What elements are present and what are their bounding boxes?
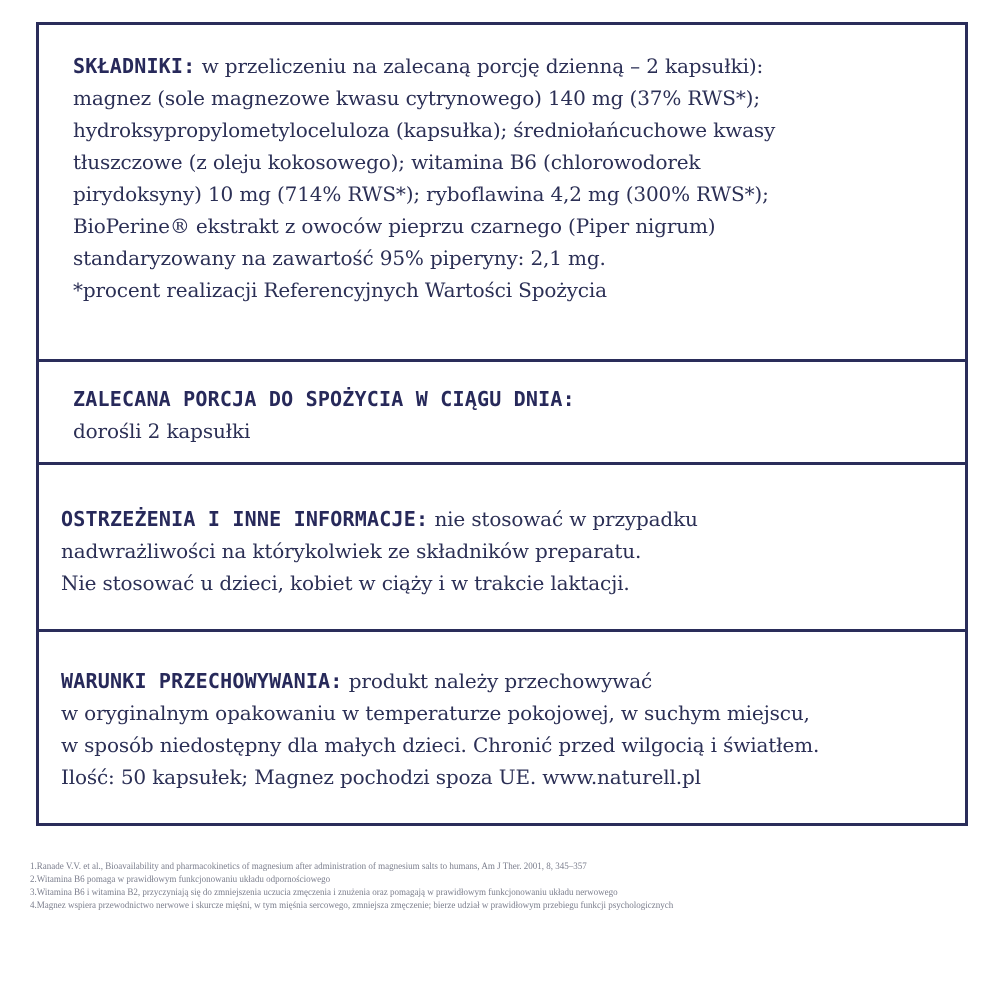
footnote-4: 4.Magnez wspiera przewodnictwo nerwowe i skurcze mięśni, w tym mięśnia sercowego, zmniejsza zmęczenie; bierze udział w prawidłowym przebiegu funkcji psychologicznych: [30, 900, 674, 910]
footnote-1: 1.Ranade V.V. et al., Bioavailability and pharmacokinetics of magnesium after administration of magnesium salts to humans, Am J Ther. 2001, 8, 345–357: [30, 861, 587, 871]
warnings-heading: OSTRZEŻENIA I INNE INFORMACJE:: [61, 507, 429, 531]
storage-line-1: produkt należy przechowywać: [342, 669, 653, 693]
storage-heading: WARUNKI PRZECHOWYWANIA:: [61, 669, 343, 693]
storage-first-line: [61, 665, 943, 697]
footnotes: [30, 860, 960, 912]
storage-line-3: w sposób niedostępny dla małych dzieci. Chronić przed wilgocią i światłem.: [61, 733, 820, 757]
footnote-2: 2.Witamina B6 pomaga w prawidłowym funkcjonowaniu układu odpornościowego: [30, 874, 331, 884]
ingredients-first-line: [73, 50, 931, 82]
warnings-first-line: [61, 503, 943, 535]
storage-section: [39, 629, 965, 826]
ingredients-section: [39, 25, 965, 359]
dose-text: dorośli 2 kapsułki: [73, 419, 251, 443]
ingredients-line-1: w przeliczeniu na zalecaną porcję dzienną – 2 kapsułki):: [195, 54, 764, 78]
footnote-3: 3.Witamina B6 i witamina B2, przyczyniają się do zmniejszenia uczucia zmęczenia i znużenia oraz pomagają w prawidłowym funkcjonowaniu układu nerwowego: [30, 887, 618, 897]
warnings-section: [39, 462, 965, 629]
warnings-line-3: Nie stosować u dzieci, kobiet w ciąży i w trakcie laktacji.: [61, 571, 630, 595]
warnings-line-2: nadwrażliwości na którykolwiek ze składników preparatu.: [61, 539, 642, 563]
warnings-line-1: nie stosować w przypadku: [428, 507, 698, 531]
storage-line-4: Ilość: 50 kapsułek; Magnez pochodzi spoza UE. www.naturell.pl: [61, 765, 701, 789]
dose-section: [39, 359, 965, 462]
ingredients-line-2: magnez (sole magnezowe kwasu cytrynowego) 140 mg (37% RWS*);: [73, 86, 760, 110]
ingredients-footnote: *procent realizacji Referencyjnych Wartości Spożycia: [73, 278, 607, 302]
ingredients-line-3: hydroksypropylometyloceluloza (kapsułka); średniołańcuchowe kwasy: [73, 118, 776, 142]
ingredients-line-5: pirydoksyny) 10 mg (714% RWS*); ryboflawina 4,2 mg (300% RWS*);: [73, 182, 769, 206]
ingredients-heading: SKŁADNIKI:: [73, 54, 196, 78]
ingredients-line-7: standaryzowany na zawartość 95% piperyny: 2,1 mg.: [73, 246, 606, 270]
dose-heading: ZALECANA PORCJA DO SPOŻYCIA W CIĄGU DNIA:: [73, 387, 575, 411]
product-info-panel: [36, 22, 968, 826]
ingredients-line-6: BioPerine® ekstrakt z owoców pieprzu czarnego (Piper nigrum): [73, 214, 716, 238]
ingredients-line-4: tłuszczowe (z oleju kokosowego); witamina B6 (chlorowodorek: [73, 150, 701, 174]
storage-line-2: w oryginalnym opakowaniu w temperaturze pokojowej, w suchym miejscu,: [61, 701, 810, 725]
